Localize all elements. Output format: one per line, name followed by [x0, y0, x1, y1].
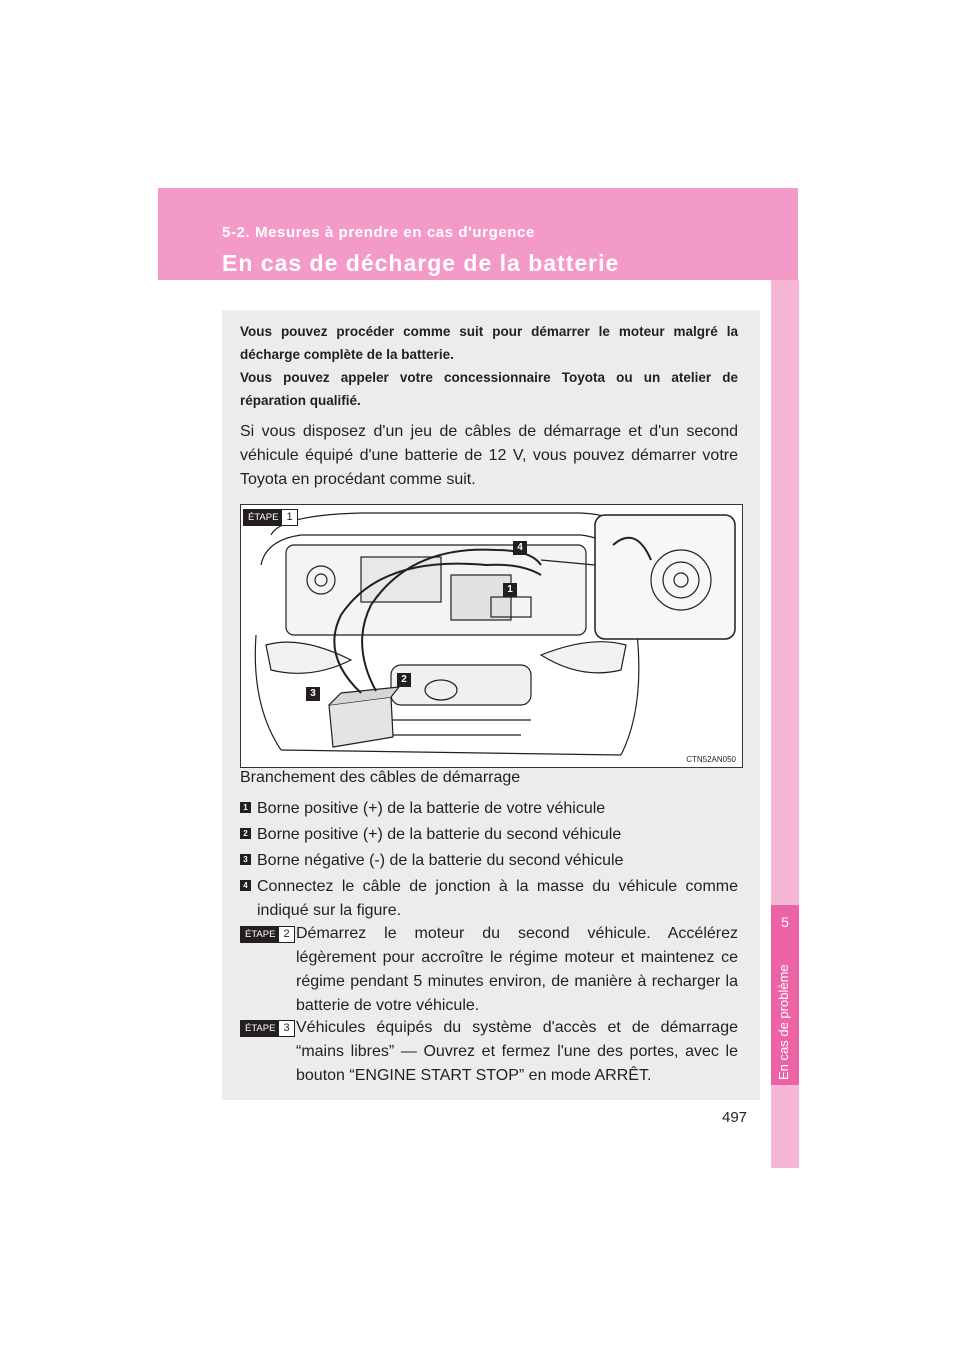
list-marker: 3: [240, 854, 251, 865]
step-2-text: Démarrez le moteur du second véhicule. Accélérez légèrement pour accroître le régime moteur et maintenez ce régime pendant 5 minutes environ, de manière à recharger la batterie de votre véhicule.: [296, 925, 738, 1014]
intro-line-1: Vous pouvez procéder comme suit pour démarrer le moteur malgré la décharge complète de la batterie.: [240, 324, 738, 362]
jump-start-figure: [240, 504, 743, 768]
list-item-text: Borne positive (+) de la batterie de votre véhicule: [257, 800, 606, 817]
list-item-text: Borne négative (-) de la batterie du second véhicule: [257, 852, 624, 869]
page-title: En cas de décharge de la batterie: [222, 250, 620, 276]
list-item: [240, 849, 738, 873]
figure-marker-2: 2: [397, 673, 411, 687]
side-tab-label: En cas de problème: [776, 964, 791, 1080]
list-item: [240, 875, 738, 923]
figure-step-badge: [243, 509, 298, 526]
list-item-text: Borne positive (+) de la batterie du second véhicule: [257, 826, 622, 843]
step-3-badge: [240, 1020, 295, 1037]
intro-line-2: Vous pouvez appeler votre concessionnaire Toyota ou un atelier de réparation qualifié.: [240, 370, 738, 408]
list-item-text: Connectez le câble de jonction à la masse du véhicule comme indiqué sur la figure.: [257, 878, 738, 919]
figure-step-number: 1: [282, 510, 296, 525]
step-3-number: 3: [279, 1021, 293, 1036]
section-label: 5-2. Mesures à prendre en cas d'urgence: [222, 224, 535, 241]
figure-code: CTN52AN050: [686, 755, 736, 764]
figure-marker-4: 4: [513, 541, 527, 555]
step-2-label: ÉTAPE: [241, 927, 279, 942]
list-item: [240, 797, 738, 821]
list-item: [240, 823, 738, 847]
step-2-number: 2: [279, 927, 293, 942]
list-marker: 4: [240, 880, 251, 891]
step-2-badge: [240, 926, 295, 943]
side-tab-number: 5: [781, 914, 789, 930]
step-3-label: ÉTAPE: [241, 1021, 279, 1036]
intro-paragraph: Si vous disposez d'un jeu de câbles de démarrage et d'un second véhicule équipé d'une batterie de 12 V, vous pouvez démarrer votre Toyota en procédant comme suit.: [240, 423, 738, 488]
car-engine-illustration: [241, 505, 742, 767]
figure-caption: Branchement des câbles de démarrage: [240, 769, 521, 786]
list-marker: 1: [240, 802, 251, 813]
figure-marker-3: 3: [306, 687, 320, 701]
figure-step-label: ÉTAPE: [244, 510, 282, 525]
page-number: 497: [722, 1109, 748, 1126]
list-marker: 2: [240, 828, 251, 839]
step-3-text: Véhicules équipés du système d'accès et de démarrage “mains libres” — Ouvrez et fermez l'une des portes, avec le bouton “ENGINE START STOP” en mode ARRÊT.: [296, 1019, 738, 1084]
figure-marker-1: 1: [503, 583, 517, 597]
